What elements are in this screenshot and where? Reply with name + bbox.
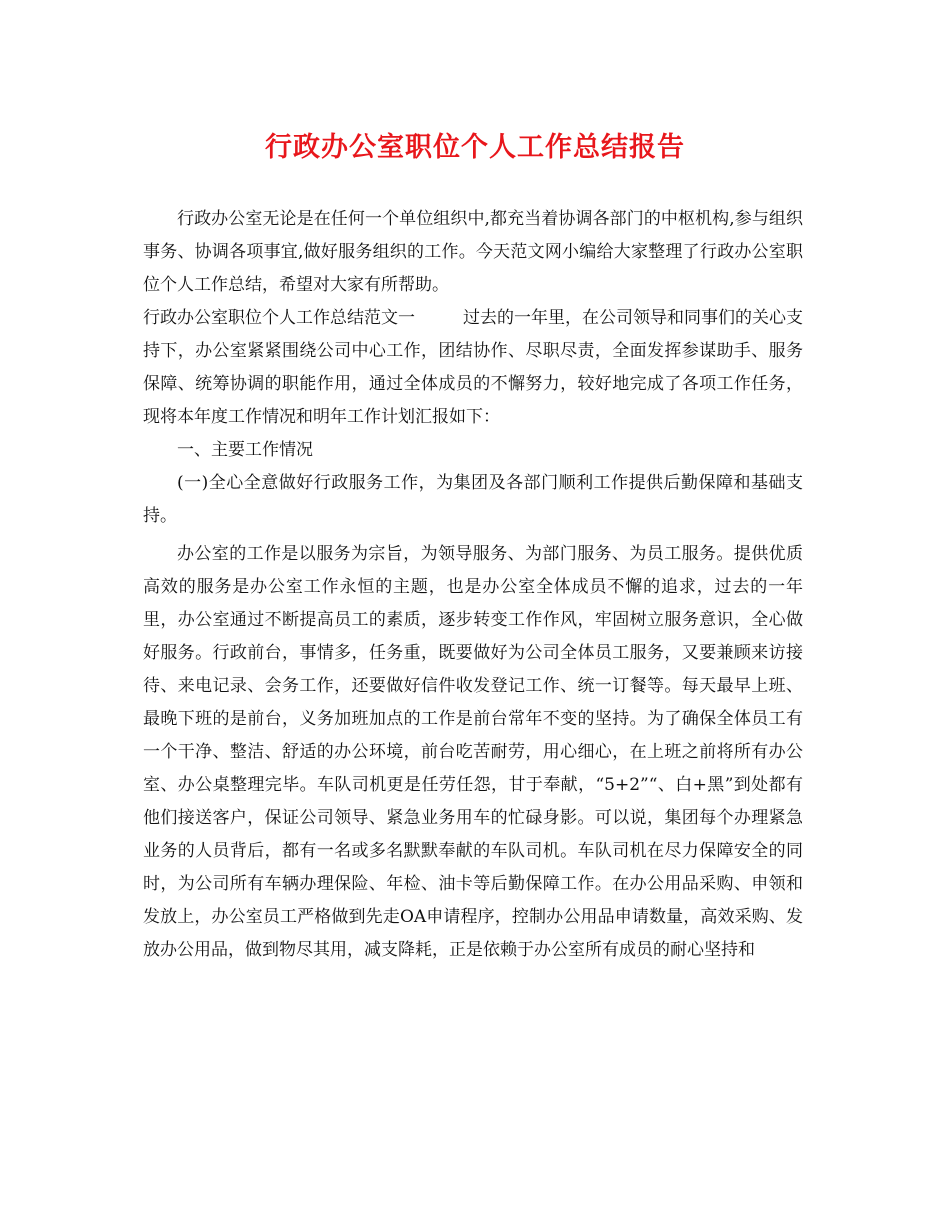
document-body bbox=[143, 203, 803, 967]
sample-paragraph bbox=[143, 302, 803, 434]
sample-intro-text: 过去的一年里，在公司领导和同事们的关心支持下，办公室紧紧围绕公司中心工作，团结协作、尽职尽责，全面发挥参谋助手、服务保障、统筹协调的职能作用，通过全体成员的不懈努力，较好地完成了各项工作任务，现将本年度工作情况和明年工作计划汇报如下： bbox=[143, 308, 803, 427]
document-title: 行政办公室职位个人工作总结报告 bbox=[265, 132, 685, 163]
body-paragraph-service: 办公室的工作是以服务为宗旨，为领导服务、为部门服务、为员工服务。提供优质高效的服务是办公室工作永恒的主题，也是办公室全体成员不懈的追求，过去的一年里，办公室通过不断提高员工的素质，逐步转变工作作风，牢固树立服务意识，全心做好服务。行政前台，事情多，任务重，既要做好为公司全体员工服务，又要兼顾来访接待、来电记录、会务工作，还要做好信件收发登记工作、统一订餐等。每天最早上班、最晚下班的是前台，义务加班加点的工作是前台常年不变的坚持。为了确保全体员工有一个干净、整洁、舒适的办公环境，前台吃苦耐劳，用心细心，在上班之前将所有办公室、办公桌整理完毕。车队司机更是任劳任怨，甘于奉献，“5+2”“、白+黑”到处都有他们接送客户，保证公司领导、紧急业务用车的忙碌身影。可以说，集团每个办理紧急业务的人员背后，都有一名或多名默默奉献的车队司机。车队司机在尽力保障安全的同时，为公司所有车辆办理保险、年检、油卡等后勤保障工作。在办公用品采购、申领和发放上，办公室员工严格做到先走OA申请程序，控制办公用品申请数量，高效采购、发放办公用品，做到物尽其用，减支降耗，正是依赖于办公室所有成员的耐心坚持和 bbox=[143, 544, 803, 960]
sample-heading: 行政办公室职位个人工作总结范文一 bbox=[143, 308, 415, 328]
section-heading-main-work: 一、主要工作情况 bbox=[177, 440, 313, 460]
intro-paragraph: 行政办公室无论是在任何一个单位组织中,都充当着协调各部门的中枢机构,参与组织事务、协调各项事宜,做好服务组织的工作。今天范文网小编给大家整理了行政办公室职位个人工作总结，希望对大家有所帮助。 bbox=[143, 209, 803, 295]
subsection-heading-admin-service: (一)全心全意做好行政服务工作，为集团及各部门顺利工作提供后勤保障和基础支持。 bbox=[143, 473, 803, 526]
